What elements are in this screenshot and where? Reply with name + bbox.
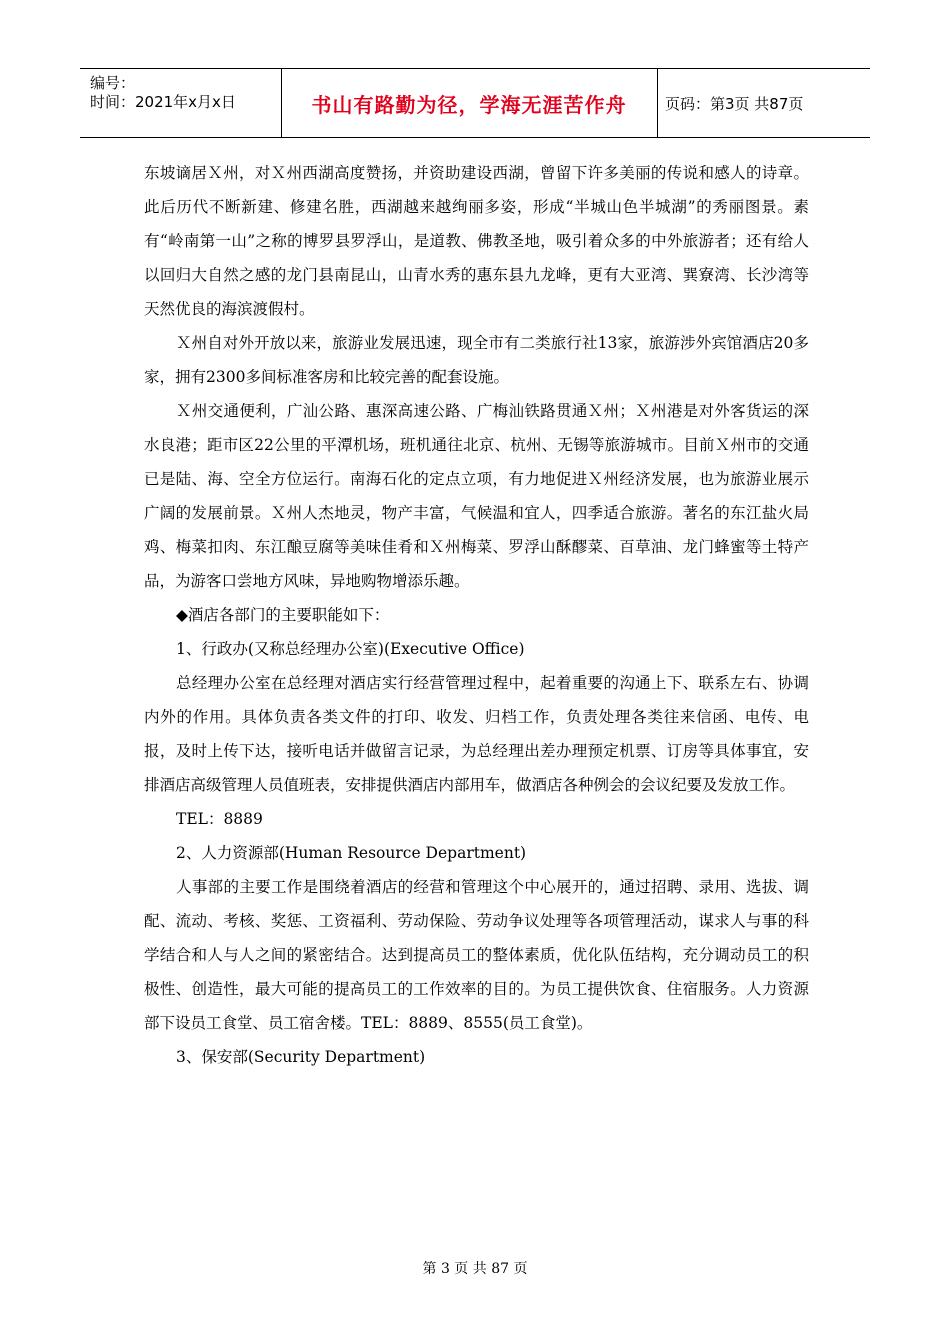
section-executive-office-text: 总经理办公室在总经理对酒店实行经营管理过程中，起着重要的沟通上下、联系左右、协调内外的作用。具体负责各类文件的打印、收发、归档工作，负责处理各类往来信函、电传、电报，及时上传下达，接听电话并做留言记录，为总经理出差办理预定机票、订房等具体事宜，安排酒店高级管理人员值班表，安排提供酒店内部用车，做酒店各种例会的会议纪要及发放工作。	[144, 674, 809, 794]
document-date-label: 时间：2021年x月x日	[90, 93, 236, 111]
paragraph-intro: 东坡谪居Ｘ州，对Ｘ州西湖高度赞扬，并资助建设西湖，曾留下许多美丽的传说和感人的诗章。此后历代不断新建、修建名胜，西湖越来越绚丽多姿，形成“半城山色半城湖”的秀丽图景。素有“岭南第一山”之称的博罗县罗浮山，是道教、佛教圣地，吸引着众多的中外旅游者；还有给人以回归大自然之感的龙门县南昆山，山青水秀的惠东县九龙峰，更有大亚湾、巽寮湾、长沙湾等天然优良的海滨渡假村。	[144, 164, 809, 318]
header-meta-cell	[80, 69, 282, 137]
section-executive-office-tel: TEL：8889	[176, 810, 263, 828]
section-hr-text: 人事部的主要工作是围绕着酒店的经营和管理这个中心展开的，通过招聘、录用、选拔、调配、流动、考核、奖惩、工资福利、劳动保险、劳动争议处理等各项管理活动，谋求人与事的科学结合和人与人之间的紧密结合。达到提高员工的整体素质，优化队伍结构，充分调动员工的积极性、创造性，最大可能的提高员工的工作效率的目的。为员工提供饮食、住宿服务。人力资源部下设员工食堂、员工宿舍楼。TEL：8889、8555(员工食堂)。	[144, 878, 809, 1032]
document-number-label: 编号：	[90, 74, 136, 92]
header-motto: 书山有路勤为径，学海无涯苦作舟	[281, 69, 658, 137]
paragraph-transport: Ｘ州交通便利，广汕公路、惠深高速公路、广梅汕铁路贯通Ｘ州；Ｘ州港是对外客货运的深水良港；距市区22公里的平潭机场，班机通往北京、杭州、无锡等旅游城市。目前Ｘ州市的交通已是陆、海、空全方位运行。南海石化的定点立项，有力地促进Ｘ州经济发展，也为旅游业展示广阔的发展前景。Ｘ州人杰地灵，物产丰富，气候温和宜人，四季适合旅游。著名的东江盐火局鸡、梅菜扣肉、东江酿豆腐等美味佳肴和Ｘ州梅菜、罗浮山酥醪菜、百草油、龙门蜂蜜等土特产品，为游客口尝地方风味，异地购物增添乐趣。	[144, 402, 809, 590]
section-executive-office-title: 1、行政办(又称总经理办公室)(Executive Office)	[176, 640, 525, 658]
paragraph-tourism: Ｘ州自对外开放以来，旅游业发展迅速，现全市有二类旅行社13家，旅游涉外宾馆酒店20多家，拥有2300多间标准客房和比较完善的配套设施。	[144, 334, 809, 386]
section-hr-title: 2、人力资源部(Human Resource Department)	[176, 844, 527, 862]
section-security-title: 3、保安部(Security Department)	[176, 1048, 426, 1066]
page-header	[80, 68, 870, 138]
page-footer: 第 3 页 共 87 页	[422, 1261, 528, 1277]
header-page-number: 页码：第3页 共87页	[665, 95, 804, 113]
document-body	[144, 156, 809, 1074]
functions-heading: ◆酒店各部门的主要职能如下：	[176, 606, 390, 624]
